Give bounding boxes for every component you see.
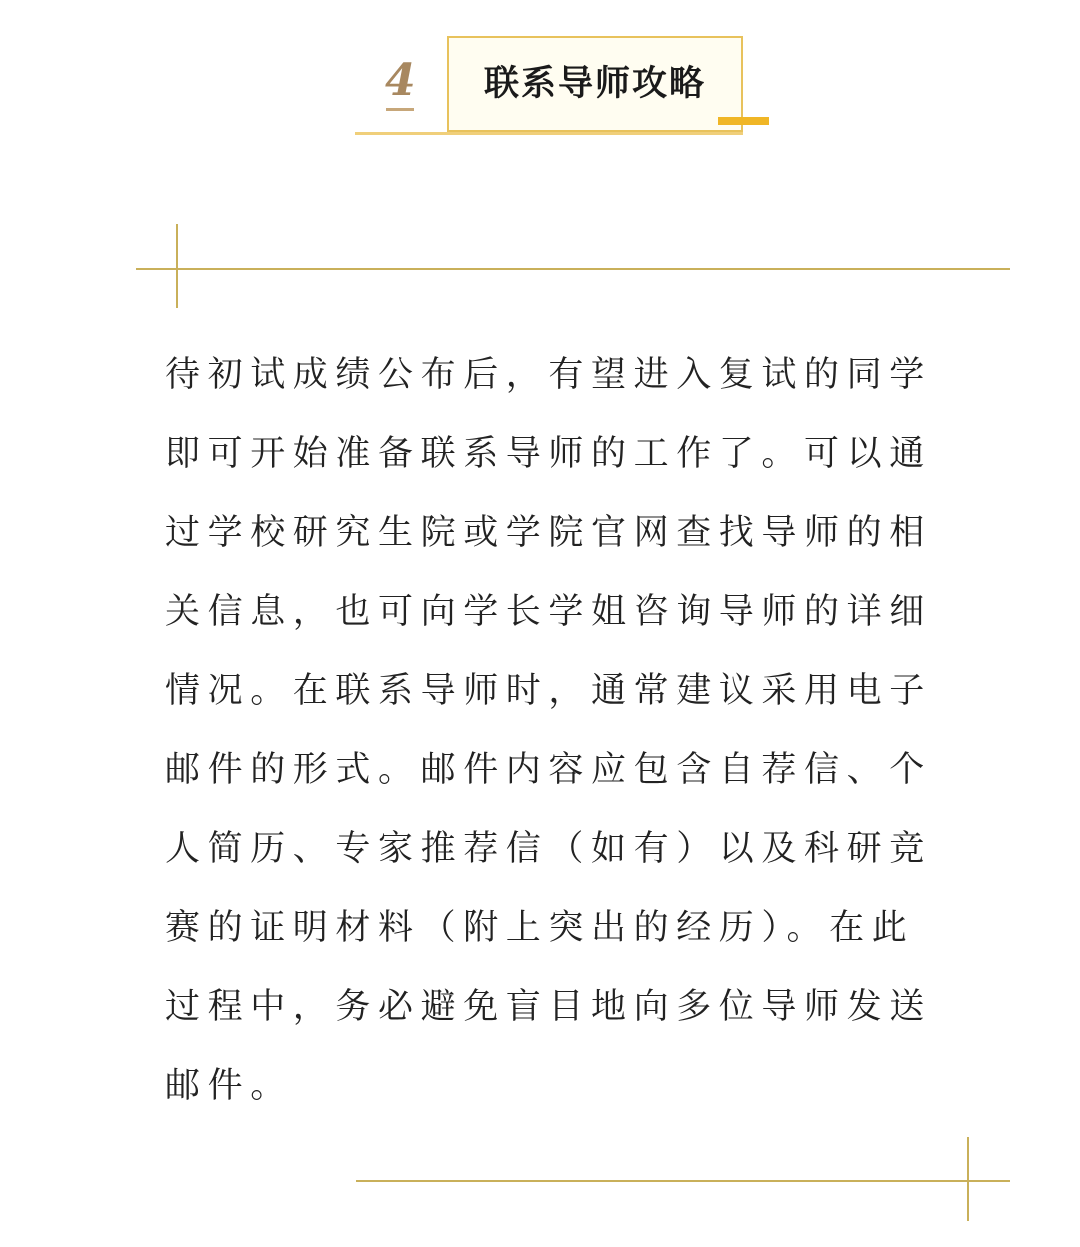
top-horizontal-rule [136, 268, 1010, 270]
section-number-underline [386, 108, 414, 111]
body-line: 过学校研究生院或学院官网查找导师的相 [165, 513, 932, 553]
body-line: 过程中，务必避免盲目地向多位导师发送 [165, 987, 932, 1027]
top-vertical-rule [176, 224, 178, 308]
body-line: 赛的证明材料（附上突出的经历）。在此 [165, 908, 915, 948]
body-line: 邮件。 [165, 1066, 293, 1106]
body-paragraph [165, 336, 945, 1126]
body-line: 关信息，也可向学长学姐咨询导师的详细 [165, 592, 932, 632]
body-line: 即可开始准备联系导师的工作了。可以通 [165, 434, 932, 474]
badge-accent-bar [718, 117, 769, 125]
section-title: 联系导师攻略 [483, 64, 706, 104]
bottom-vertical-rule [967, 1137, 969, 1221]
body-line: 人简历、专家推荐信（如有）以及科研竞 [165, 829, 932, 869]
body-line: 情况。在联系导师时，通常建议采用电子 [165, 671, 932, 711]
section-number: 4 [385, 55, 416, 106]
body-line: 待初试成绩公布后，有望进入复试的同学 [165, 355, 932, 395]
bottom-horizontal-rule [356, 1180, 1010, 1182]
body-line: 邮件的形式。邮件内容应包含自荐信、个 [165, 750, 932, 790]
badge-bottom-line [355, 132, 743, 135]
